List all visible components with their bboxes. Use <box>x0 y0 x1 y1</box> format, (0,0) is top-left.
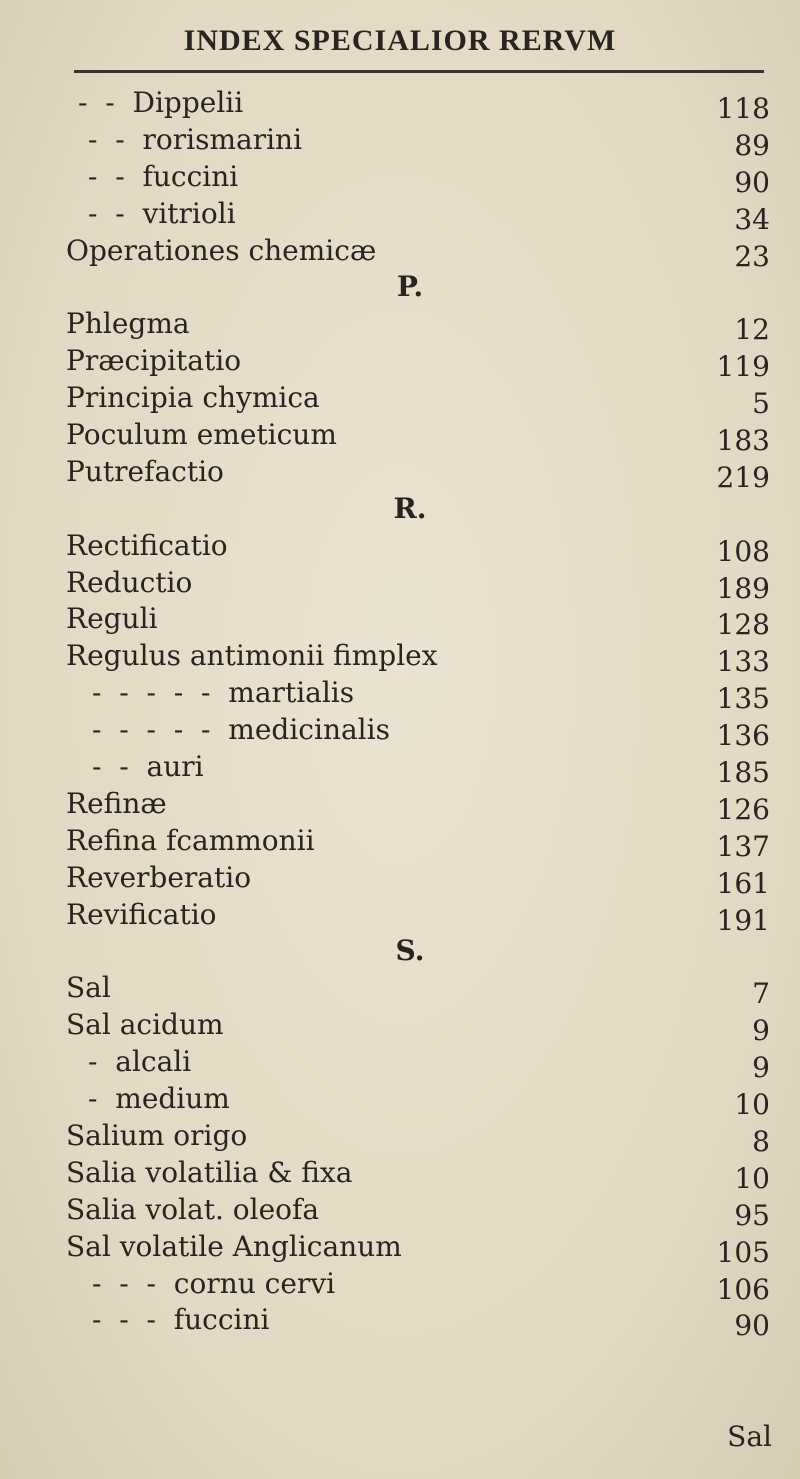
entry-page-number: 8 <box>752 1124 770 1158</box>
entry-page-number: 95 <box>734 1198 770 1232</box>
index-entry <box>0 528 800 568</box>
index-entry <box>0 1192 800 1232</box>
entry-label: Putrefactio <box>66 454 224 488</box>
index-entry <box>0 638 800 679</box>
entry-page-number: 128 <box>716 608 770 642</box>
index-entry <box>0 1044 800 1085</box>
entry-page-number: 189 <box>716 571 770 605</box>
index-entry <box>0 1081 800 1122</box>
index-entry <box>0 85 800 125</box>
index-entry <box>0 712 800 753</box>
entry-page-number: 183 <box>716 424 770 458</box>
entry-label: - - auri <box>92 750 204 784</box>
index-entry <box>0 196 800 236</box>
entry-label: - medium <box>88 1082 230 1116</box>
entry-label: Principia chymica <box>66 381 320 415</box>
index-entry <box>0 675 800 716</box>
entry-label: Regulus antimonii fimplex <box>66 639 438 673</box>
index-entry <box>0 1155 800 1195</box>
index-entries <box>0 85 800 1343</box>
entry-label: Operationes chemicæ <box>66 233 377 267</box>
entry-label: Sal <box>66 971 111 1005</box>
index-entry <box>0 823 800 863</box>
entry-label: - - - - - medicinalis <box>92 713 390 747</box>
index-entry <box>0 860 800 900</box>
index-entry <box>0 786 800 826</box>
index-entry <box>0 159 800 199</box>
entry-page-number: 106 <box>716 1272 770 1306</box>
index-entry <box>0 1266 800 1306</box>
section-letter: P. <box>396 270 424 304</box>
entry-page-number: 108 <box>716 534 770 568</box>
entry-page-number: 34 <box>734 202 770 236</box>
entry-page-number: 10 <box>734 1088 770 1122</box>
entry-label: - alcali <box>88 1045 192 1079</box>
entry-page-number: 118 <box>716 92 770 125</box>
section-letter: R. <box>393 491 427 525</box>
entry-page-number: 9 <box>752 1014 770 1048</box>
index-entry <box>0 601 800 642</box>
section-heading <box>0 269 800 306</box>
entry-label: - - - - - martialis <box>92 676 355 710</box>
entry-label: - - vitrioli <box>88 196 236 230</box>
entry-page-number: 5 <box>752 387 770 421</box>
entry-label: Salium origo <box>66 1118 248 1152</box>
entry-label: Præcipitatio <box>66 344 242 378</box>
entry-label: Refina fcammonii <box>66 823 315 857</box>
entry-page-number: 23 <box>734 239 770 273</box>
section-letter: S. <box>395 934 425 968</box>
entry-label: Sal acidum <box>66 1008 224 1042</box>
entry-page-number: 161 <box>716 866 770 900</box>
entry-label: Sal volatile Anglicanum <box>66 1229 402 1263</box>
index-entry <box>0 454 800 494</box>
entry-label: - - fuccini <box>88 159 239 193</box>
index-entry <box>0 343 800 384</box>
catchword: Sal <box>727 1420 772 1453</box>
index-entry <box>0 897 800 937</box>
entry-page-number: 89 <box>734 128 770 162</box>
entry-page-number: 135 <box>716 682 770 716</box>
index-entry <box>0 749 800 790</box>
index-entry <box>0 233 800 273</box>
entry-label: - - - cornu cervi <box>92 1266 336 1300</box>
index-entry <box>0 306 800 347</box>
entry-page-number: 133 <box>716 645 770 679</box>
entry-label: Refinæ <box>66 786 167 820</box>
entry-label: Reductio <box>66 565 193 599</box>
entry-label: - - rorismarini <box>88 122 303 156</box>
index-entry <box>0 1007 800 1048</box>
entry-label: Poculum emeticum <box>66 418 337 452</box>
section-heading <box>0 933 800 970</box>
entry-label: Salia volatilia & fixa <box>66 1155 353 1189</box>
entry-page-number: 105 <box>716 1235 770 1269</box>
entry-label: Rectificatio <box>66 528 228 562</box>
header-rule <box>74 70 764 73</box>
entry-page-number: 191 <box>716 903 770 937</box>
index-entry <box>0 122 800 162</box>
running-header: INDEX SPECIALIOR RERVM <box>183 24 617 57</box>
entry-label: Reverberatio <box>66 860 252 894</box>
index-entry <box>0 380 800 421</box>
entry-page-number: 12 <box>734 313 770 347</box>
entry-page-number: 119 <box>716 350 770 384</box>
entry-label: Revificatio <box>66 897 217 931</box>
entry-label: Salia volat. oleofa <box>66 1192 320 1226</box>
entry-page-number: 9 <box>752 1051 770 1085</box>
entry-page-number: 185 <box>716 756 770 790</box>
index-entry <box>0 970 800 1011</box>
index-entry <box>0 1302 800 1343</box>
entry-page-number: 137 <box>716 829 770 863</box>
section-heading <box>0 491 800 528</box>
index-entry <box>0 1118 800 1158</box>
entry-page-number: 10 <box>734 1161 770 1195</box>
index-entry <box>0 1229 800 1269</box>
entry-label: Reguli <box>66 602 158 636</box>
entry-page-number: 7 <box>752 977 770 1011</box>
entry-page-number: 126 <box>716 792 770 826</box>
entry-label: - - - fuccini <box>92 1303 270 1337</box>
entry-page-number: 219 <box>716 460 770 494</box>
entry-page-number: 90 <box>734 165 770 199</box>
entry-label: - - Dippelii <box>78 86 244 119</box>
index-entry <box>0 417 800 458</box>
entry-label: Phlegma <box>66 307 190 341</box>
entry-page-number: 90 <box>734 1309 770 1343</box>
entry-page-number: 136 <box>716 719 770 753</box>
index-entry <box>0 565 800 605</box>
